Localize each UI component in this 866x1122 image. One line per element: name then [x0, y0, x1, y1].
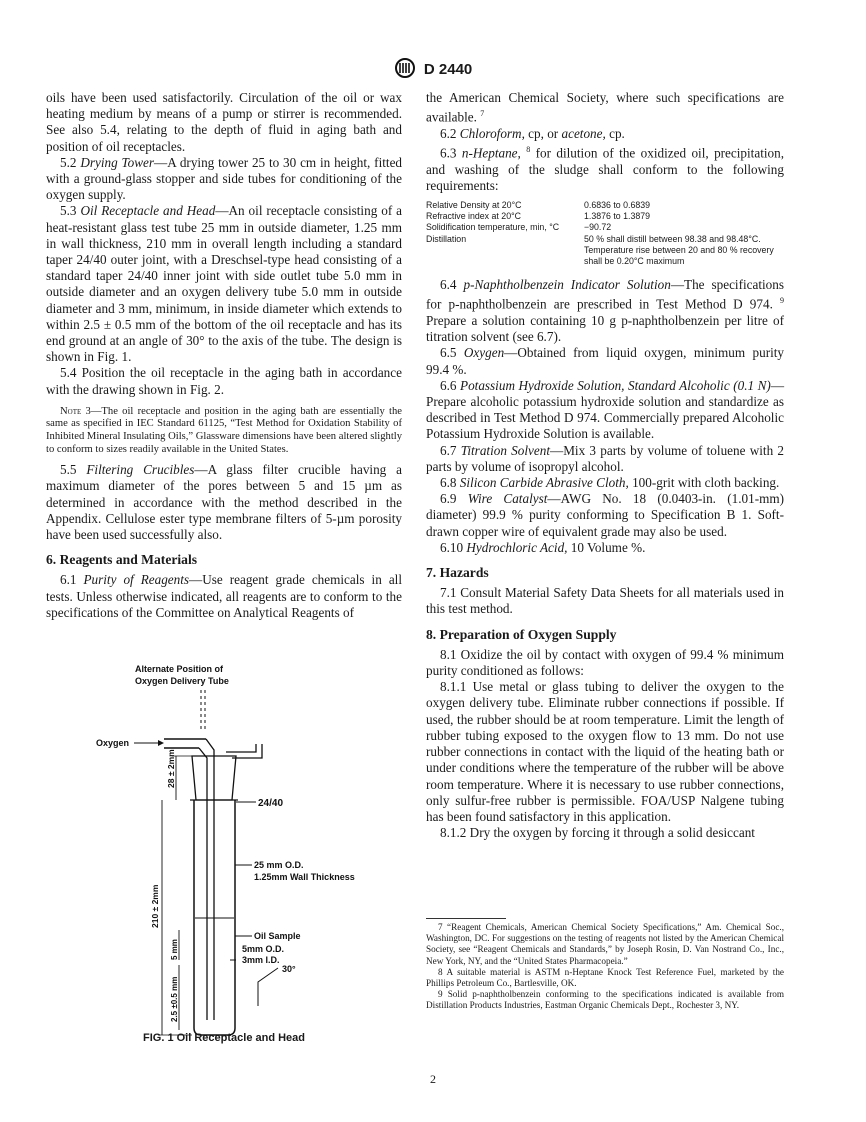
section-5-4: 5.4 Position the oil receptacle in the aging bath in accordance with the drawing shown in Fig. 2. — [46, 365, 402, 397]
footnote-7: 7 “Reagent Chemicals, American Chemical Society Specifications,” Am. Chemical Soc., Washington, DC. For suggestions on the testing of reagents not listed by the American Chemical Society, see “Reagent Chemicals and Standards,” by Joseph Rosin, D. Van Nostrand Co., Inc., New York, NY, and the “United States Pharmacopeia.” — [426, 922, 784, 966]
label-alternate-2: Oxygen Delivery Tube — [135, 676, 229, 686]
section-7-1: 7.1 Consult Material Safety Data Sheets for all materials used in this test method. — [426, 585, 784, 617]
label-3mm: 3mm I.D. — [242, 955, 280, 965]
section-8-1: 8.1 Oxidize the oil by contact with oxygen of 99.4 % minimum purity conditioned as follows: — [426, 646, 784, 679]
section-6-5: 6.5 Oxygen—Obtained from liquid oxygen, minimum purity 99.4 %. — [426, 345, 785, 377]
right-column — [426, 90, 784, 841]
section-6-3: 6.3 n-Heptane, $^8$ for dilution of the oxidized oil, precipitation, and washing of the sludge shall conform to the following requirements: — [426, 145, 785, 193]
label-angle: 30° — [282, 964, 296, 974]
table-row: Refractive index at 20°C 1.3876 to 1.3879 — [426, 211, 651, 222]
section-6-6: 6.6 Potassium Hydroxide Solution, Standard Alcoholic (0.1 N)—Prepare alcoholic potassium hydroxide solution and standardize as described in Test Method D 974. Commercially prepared Alcoholic Potassium Hydroxide Solution is available. — [426, 377, 784, 442]
document-designation: D 2440 — [423, 60, 473, 78]
note-3: Note 3—The oil receptacle and position in the aging bath are essentially the same as specified in IEC Standard 61125, “Test Method for Oxidation Stability of Inhibited Mineral Insulating Oils,” Glassware dimensions have been altered slightly to conform to sizes readily available in the United States. — [46, 405, 402, 455]
label-oxygen: Oxygen — [96, 738, 130, 748]
dim-210mm: 210 ± 2mm — [150, 884, 160, 928]
section-6-7: 6.7 Titration Solvent—Mix 3 parts by volume of toluene with 2 parts by volume of isopropyl alcohol. — [426, 442, 785, 474]
figure-1-drawing — [46, 660, 402, 1050]
dim-28mm: 28 ± 2mm — [166, 749, 176, 788]
footnote-rule — [426, 918, 506, 919]
heading-hazards: 7. Hazards — [426, 565, 489, 581]
label-oil-sample: Oil Sample — [254, 931, 301, 941]
table-row: Relative Density at 20°C 0.6836 to 0.6839 — [426, 200, 651, 210]
label-alternate-1: Alternate Position of — [135, 664, 224, 674]
footnotes — [426, 918, 784, 1012]
table-row: Distillation 50 % shall distill between 98.38 and 98.48°C. Temperature rise between 20 and 80 % recovery shall be 0.20°C maximum — [426, 233, 774, 267]
label-wall: 1.25mm Wall Thickness — [254, 872, 355, 882]
section-6-4: 6.4 p-Naphtholbenzein Indicator Solution—The specifications for p-naphtholbenzein are prescribed in Test Method D 974. $^9$ Prepare a solution containing 10 g p-naphtholbenzein per litre of titration solvent (see 6.7). — [426, 277, 785, 345]
heptane-requirements-table — [426, 200, 784, 267]
astm-logo-icon — [394, 58, 416, 82]
section-6-10: 6.10 Hydrochloric Acid, 10 Volume %. — [440, 539, 646, 555]
page-header — [0, 58, 866, 82]
footnote-8: 8 A suitable material is ASTM n-Heptane Knock Test Reference Fuel, marketed by the Phillips Petroleum Co., Bartlesville, OK. — [426, 966, 784, 989]
section-5-3: 5.3 Oil Receptacle and Head—An oil receptacle consisting of a heat-resistant glass test tube 25 mm in outside diameter, 1.25 mm in wall thickness, 210 mm in overall length including a standard taper 24/40 outer joint, with a Dreschsel-type head consisting of a standard taper 24/40 inner joint with side outlet tube 5.0 mm in outside diameter and an oxygen delivery tube 5.0 mm in outside diameter and 3 mm, minimum, in inside diameter which extends to within 2.5 ± 0.5 mm of the bottom of the oil receptacle and has its end ground at an angle of 30° to the axis of the tube. The design is shown in Fig. 1. — [46, 203, 403, 365]
heading-reagents: 6. Reagents and Materials — [46, 552, 198, 568]
figure-caption: FIG. 1 Oil Receptacle and Head — [143, 1032, 305, 1044]
section-5-5: 5.5 Filtering Crucibles—A glass filter crucible having a maximum diameter of the pores between 5 and 15 µm as determined in accordance with the method described in the Appendix. Cellulose ester type membrane filters of 5-µm porosity have been used successfully also. — [46, 462, 403, 543]
label-od: 25 mm O.D. — [254, 860, 304, 870]
footnote-9: 9 Solid p-naphtholbenzein conforming to the specifications indicated is available from Distillation Products Industries, Eastman Organic Chemicals Dept., Rochester 3, NY. — [426, 989, 784, 1011]
section-8-1-1: 8.1.1 Use metal or glass tubing to deliver the oxygen to the oxygen delivery tube. Eliminate rubber connections if possible. If used, the rubber should be at room temperature. Limit the length of rubber tubing exposed to the oxygen flow to 13 mm. Do not use rubber connections in contact with the liquid of the heating bath or under conditions where the temperature of the rubber will be above room temperature. Where it is necessary to use rubber connections, only sulfur-free rubber is permissible. FOA/USP Nalgene tubing has been found satisfactory in this application. — [426, 679, 784, 824]
dim-5mm: 5 mm — [170, 939, 179, 960]
table-row: Solidification temperature, min, °C −90.72 — [426, 222, 612, 233]
page-number: 2 — [430, 1072, 436, 1086]
left-column — [46, 90, 402, 621]
heading-oxygen-supply: 8. Preparation of Oxygen Supply — [426, 626, 617, 642]
section-6-1: 6.1 Purity of Reagents—Use reagent grade chemicals in all tests. Unless otherwise indicated, all reagents are to conform to the specifications of the Committee on Analytical Reagents of — [46, 572, 402, 620]
section-6-2: 6.2 Chloroform, cp, or acetone, cp. — [440, 125, 625, 141]
section-6-8: 6.8 Silicon Carbide Abrasive Cloth, 100-grit with cloth backing. — [440, 475, 780, 491]
label-5mm: 5mm O.D. — [242, 944, 285, 954]
label-taper: 24/40 — [258, 798, 284, 809]
section-6-9: 6.9 Wire Catalyst—AWG No. 18 (0.0403-in. (1.01-mm) diameter) 99.9 % purity conforming to Specification B 1. Soft-drawn copper wire of equivalent grade may also be used. — [426, 491, 784, 539]
paragraph-acs: the American Chemical Society, where such specifications are available. $^7$ — [426, 90, 784, 125]
dim-2-5mm: 2.5 ±0.5 mm — [170, 976, 179, 1022]
section-8-1-2: 8.1.2 Dry the oxygen by forcing it through a solid desiccant — [440, 825, 755, 841]
paragraph-oils: oils have been used satisfactorily. Circulation of the oil or wax heating medium by means of a pump or stirrer is recommended. See also 5.4, relating to the depth of fluid in aging bath and position of oil receptacles. — [46, 90, 402, 154]
section-5-2: 5.2 Drying Tower—A drying tower 25 to 30 cm in height, fitted with a ground-glass stopper and side tubes for conditioning of the oxygen supply. — [46, 154, 403, 203]
